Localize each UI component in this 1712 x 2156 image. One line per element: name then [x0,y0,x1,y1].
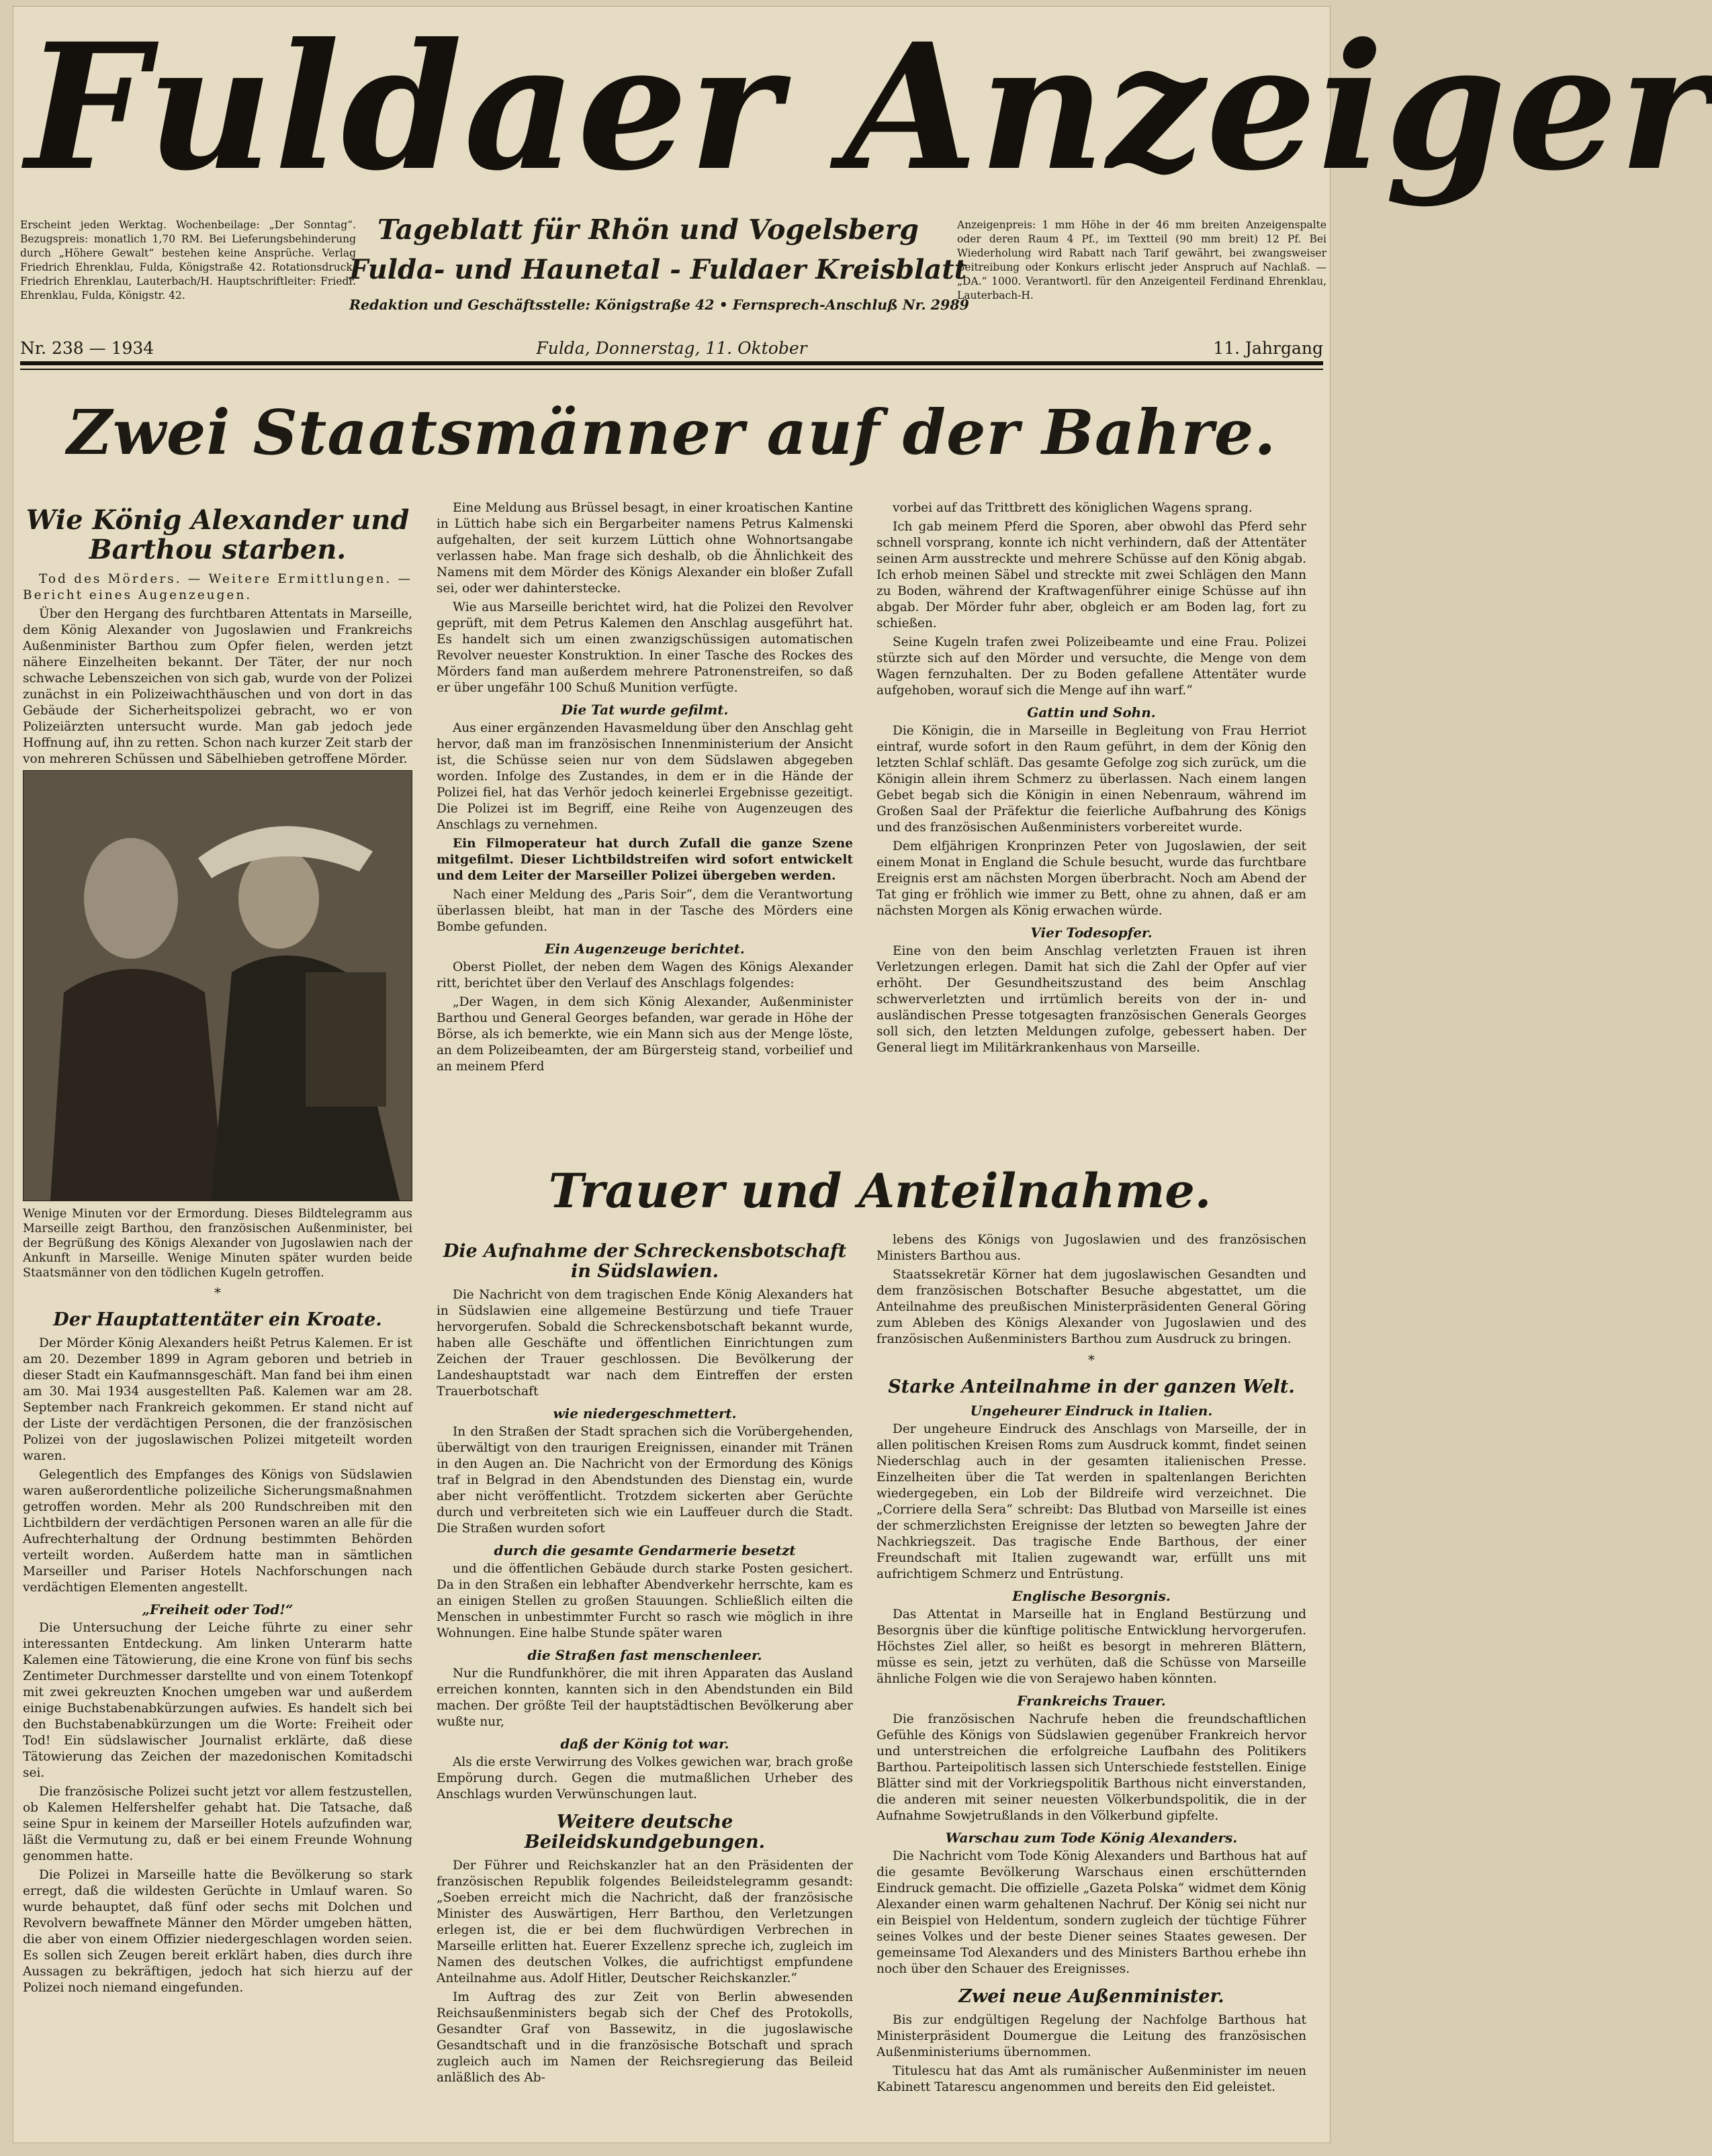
article-paragraph: Eine von den beim Anschlag verletzten Frauen ist ihren Verletzungen erlegen. Damit hat sich die Zahl der Opfer auf vier erhöht. Der Gesundheitszustand des beim Anschlag schwerverletzten und irrtümlich bereits von der in- und ausländischen Presse totgesagten französischen Generals Georges soll sich, den letzten Meldungen zufolge, gebessert haben. Der General liegt im Militärkrankenhaus von Marseille. [876,944,1306,1055]
article-paragraph: Staatssekretär Körner hat dem jugoslawischen Gesandten und dem französischen Botschafter Besuche abgestattet, um die Anteilnahme des preußischen Ministerpräsidenten General Göring zum Ableben des Königs Alexander von Jugoslawien und des französischen Außenministers Barthou zum Ausdruck zu bringen. [876,1268,1306,1346]
article-paragraph: Die französische Polizei sucht jetzt vor allem festzustellen, ob Kalemen Helfershelfer gehabt hat. Die Tatsache, daß seine Spur in keinem der Marseiller Hotels aufzufinden war, läßt die Vermutung zu, daß er bei einem Freunde Wohnung genommen hatte. [23,1785,412,1863]
article-paragraph: Die Nachricht vom Tode König Alexanders und Barthous hat auf die gesamte Bevölkerung Warschaus einen erschütternden Eindruck gemacht. Die offizielle „Gazeta Polska“ widmet dem König Alexander einen warm gehaltenen Nachruf. Der König sei nicht nur ein Beispiel von Heldentum, sondern zugleich der tüchtige Führer seines Volkes und der beste Diener seines Staates gewesen. Der gemeinsame Tod Alexanders und des Ministers Barthou erhebe ihn noch über den Schauer des Ereignisses. [876,1849,1306,1976]
column-3 [876,500,1306,1145]
masthead-subtitle-2: Fulda- und Haunetal - Fuldaer Kreisblatt [349,254,967,285]
masthead-rule [20,361,1323,365]
article-subheading: wie niedergeschmettert. [553,1405,737,1421]
article-paragraph: Das Attentat in Marseille hat in England Bestürzung und Besorgnis über die künftige politische Entwicklung hervorgerufen. Höchstes Ziel aller, so heißt es besorgt in mehreren Blättern, müsse es sein, jetzt zu verhüten, daß die Schüsse von Marseille ähnliche Folgen wie die von Serajewo haben könnten. [876,1607,1306,1686]
article-subheading: daß der König tot war. [560,1736,729,1752]
issue-number: Nr. 238 — 1934 [20,338,154,358]
section-divider: * [214,1284,221,1301]
article-paragraph: Titulescu hat das Amt als rumänischer Außenminister im neuen Kabinett Tatarescu angenommen und bereits den Eid geleistet. [876,2064,1306,2094]
article-paragraph: Die Königin, die in Marseille in Begleitung von Frau Herriot eintraf, wurde sofort in den Raum geführt, in dem der König den letzten Schlaf schläft. Das gesamte Gefolge zog sich zurück, um die Königin allein ihrem Schmerz zu überlassen. Nach einem langen Gebet begab sich die Königin in einen Nebenraum, während im Großen Saal der Präfektur die feierliche Aufbahrung des Königs und des französischen Außenministers vorbereitet wurde. [876,724,1306,835]
newspaper-page [13,5,1712,2143]
article-paragraph: Die französischen Nachrufe heben die freundschaftlichen Gefühle des Königs von Südslawien gegenüber Frankreich hervor und unterstreichen die erfolgreiche Laufbahn des Politikers Barthou. Parteipolitisch lassen sich Unterschiede feststellen. Einige Blätter sind mit der Vorkriegspolitik Barthous nicht einverstanden, die anderen mit seiner neuesten Völkerbundspolitik, die in der Aufnahme Sowjetrußlands in den Völkerbund gipfelte. [876,1712,1306,1823]
article-paragraph: Die Untersuchung der Leiche führte zu einer sehr interessanten Entdeckung. Am linken Unterarm hatte Kalemen eine Tätowierung, die eine Krone von fünf bis sechs Zentimeter Durchmesser darstellte und von einem Totenkopf mit zwei gekreuzten Knochen umgeben war und außerdem einige Buchstabenabkürzungen aufwies. Es handelt sich bei den Buchstabenabkürzungen um die Worte: Freiheit oder Tod! Ein südslawischer Journalist erklärte, daß diese Tätowierung das Zeichen der mazedonischen Komitadschi sei. [23,1621,412,1780]
main-headline: Zwei Staatsmänner auf der Bahre. [66,396,1277,469]
article-subhead: Tod des Mörders. — Weitere Ermittlungen. — Bericht eines Augenzeugen. [23,572,412,602]
masthead-rule-thin [20,369,1323,370]
article-paragraph: lebens des Königs von Jugoslawien und des französischen Ministers Barthou aus. [876,1233,1306,1263]
article-subheading: „Freiheit oder Tod!“ [142,1601,294,1618]
masthead-subtitle-1: Tageblatt für Rhön und Vogelsberg [377,214,919,246]
photo-caption: Wenige Minuten vor der Ermordung. Dieses Bildtelegramm aus Marseille zeigt Barthou, den französischen Außenminister, bei der Begrüßung des Königs Alexander von Jugoslawien nach der Ankunft in Marseille. Wenige Minuten später wurden beide Staatsmänner von den tödlichen Kugeln getroffen. [23,1207,412,1280]
masthead-title: Fuldaer Anzeiger [26,5,1712,209]
article-paragraph: Ich gab meinem Pferd die Sporen, aber obwohl das Pferd sehr schnell vorsprang, konnte ich nicht verhindern, daß der Attentäter seinen Arm ausstreckte und mehrere Schüsse auf den König abgab. Ich erhob meinen Säbel und streckte mit zwei Schlägen den Mann zu Boden, während der Kraftwagenführer einige Schüsse auf ihn abgab. Der Mörder fuhr aber, obgleich er am Boden lag, fort zu schießen. [876,520,1306,630]
article-paragraph: Im Auftrag des zur Zeit von Berlin abwesenden Reichsaußenministers begab sich der Chef des Protokolls, Gesandter Graf von Bassewitz, in die jugoslawische Gesandtschaft und in die französische Botschaft und sprach zugleich auch im Namen der Reichsregierung das Beileid anläßlich des Ab- [437,1990,853,2085]
article-paragraph: Die Polizei in Marseille hatte die Bevölkerung so stark erregt, daß die wildesten Gerüchte in Umlauf waren. So wurde behauptet, daß fünf oder sechs mit Dolchen und Revolvern bewaffnete Männer den Mörder umgeben hätten, die aber von einem Offizier niedergeschlagen worden seien. Es sollen sich Zeugen bereit erklärt haben, dies durch ihre Aussagen zu bekräftigen, jedoch hat sich hierzu auf der Polizei noch niemand eingefunden. [23,1868,412,1995]
article-paragraph: Die Nachricht von dem tragischen Ende König Alexanders hat in Südslawien eine allgemeine Bestürzung und tiefe Trauer hervorgerufen. Sobald die Schreckensbotschaft bekannt wurde, haben alle Geschäfte und öffentlichen Einrichtungen zum Zeichen der Trauer geschlossen. Die Bevölkerung der Landeshauptstadt war nach dem Eintreffen der ersten Trauerbotschaft [437,1288,853,1399]
article-subheading: Gattin und Sohn. [1027,704,1156,720]
article-heading: Starke Anteilnahme in der ganzen Welt. [888,1376,1295,1397]
masthead-address: Redaktion und Geschäftsstelle: Königstraße 42 • Fernsprech-Anschluß Nr. 2989 [349,297,969,313]
article-subheading: Frankreichs Trauer. [1017,1693,1166,1709]
article-heading: Der Hauptattentäter ein Kroate. [53,1309,382,1330]
article-subheading: Ein Augenzeuge berichtet. [545,941,745,957]
section-divider: * [1088,1352,1095,1368]
article-paragraph: Der ungeheure Eindruck des Anschlags von Marseille, der in allen politischen Kreisen Roms zum Ausdruck kommt, findet seinen Niederschlag auch in der gesamten italienischen Presse. Einzelheiten über die Tat werden in spaltenlangen Berichten wiedergegeben, ein Lob der Bildreife wird verzeichnet. Die „Corriere della Sera“ schreibt: Das Blutbad von Marseille ist eines der schmerzlichsten Ereignisse der letzten so bewegten Jahre der Nachkriegszeit. Das tragische Ende Barthous, der einer Freundschaft mit Italien zugewandt war, erfüllt uns mit aufrichtigem Schmerz und Entrüstung. [876,1422,1306,1581]
article-paragraph: Seine Kugeln trafen zwei Polizeibeamte und eine Frau. Polizei stürzte sich auf den Mörder und versuchte, die Menge von dem Wagen fernzuhalten. Der zu Boden gefallene Attentäter wurde aufgehoben, worauf sich die Menge auf ihn warf.“ [876,635,1306,698]
article-paragraph: Gelegentlich des Empfanges des Königs von Südslawien waren außerordentliche polizeiliche Sicherungsmaßnahmen getroffen worden. Mehr als 200 Rundschreiben mit den Lichtbildern der verdächtigen Personen waren an alle für die Aufrechterhaltung der Ordnung bestimmten Behörden verteilt worden. Außerdem hatte man in sämtlichen Marseiller und Pariser Hotels Nachforschungen nach verdächtigen Elementen angestellt. [23,1468,412,1595]
article-paragraph: Nach einer Meldung des „Paris Soir“, dem die Verantwortung überlassen bleibt, hat man in der Tasche des Mörders eine Bombe gefunden. [437,888,853,934]
volume-year: 11. Jahrgang [1213,338,1323,358]
column-2-lower [437,1232,853,2142]
article-subheading: Ungeheurer Eindruck in Italien. [970,1403,1213,1419]
article-heading: Wie König Alexander und Barthou starben. [26,504,410,565]
article-subheading: Englische Besorgnis. [1012,1588,1171,1604]
article-heading: Weitere deutsche Beileidskundgebungen. [524,1812,766,1853]
issue-date: Fulda, Donnerstag, 11. Oktober [536,338,807,358]
article-paragraph: und die öffentlichen Gebäude durch starke Posten gesichert. Da in den Straßen ein lebhafter Abendverkehr herrschte, kam es an einigen Stellen zu großen Stauungen. Schließlich eilten die Menschen in unbestimmter Furcht so rasch wie möglich in ihre Wohnungen. Eine halbe Stunde später waren [437,1562,853,1640]
article-paragraph: Als die erste Verwirrung des Volkes gewichen war, brach große Empörung durch. Gegen die mutmaßlichen Urheber des Anschlags wurden Verwünschungen laut. [437,1755,853,1801]
article-paragraph: vorbei auf das Trittbrett des königlichen Wagens sprang. [893,501,1253,515]
column-2 [437,500,853,1145]
article-paragraph: „Der Wagen, in dem sich König Alexander, Außenminister Barthou und General Georges befanden, war gerade in Höhe der Börse, als ich bemerkte, wie ein Mann sich aus der Menge löste, an dem Polizeibeamten, der am Bürgersteig stand, vorbeilief und an meinem Pferd [437,995,853,1074]
article-paragraph: In den Straßen der Stadt sprachen sich die Vorübergehenden, überwältigt von den traurigen Ereignissen, einander mit Tränen in den Augen an. Die Nachricht von der Ermordung des Königs traf in Belgrad in den Abendstunden des Dienstag ein, wurde aber nicht veröffentlicht. Trotzdem sickerten aber Gerüchte durch und verbreiteten sich wie ein Lauffeuer durch die Stadt. Die Straßen wurden sofort [437,1425,853,1536]
article-paragraph: Über den Hergang des furchtbaren Attentats in Marseille, dem König Alexander von Jugoslawien und Frankreichs Außenminister Barthou zum Opfer fielen, werden jetzt nähere Einzelheiten bekannt. Der Täter, der nur noch schwache Lebenszeichen von sich gab, wurde von der Polizei zunächst in ein Polizeiwachthäuschen und von dort in das Gebäude der Sicherheitspolizei gebracht, wo er von Polizeiärzten untersucht wurde. Man gab jedoch jede Hoffnung auf, ihn zu retten. Schon nach kurzer Zeit starb der von mehreren Schüssen und Säbelhieben getroffene Mörder. [23,607,412,766]
article-subheading: die Straßen fast menschenleer. [527,1647,762,1663]
article-paragraph: Eine Meldung aus Brüssel besagt, in einer kroatischen Kantine in Lüttich habe sich ein Bergarbeiter namens Petrus Kalmenski aufgehalten, der seit kurzem Lüttich ohne Wohnortsangabe verlassen habe. Man frage sich deshalb, ob die Ähnlichkeit des Namens mit dem Mörder des Königs Alexander ein bloßer Zufall sei, oder wer dahinterstecke. [437,501,853,596]
article-subheading: durch die gesamte Gendarmerie besetzt [494,1542,796,1558]
article-paragraph: Aus einer ergänzenden Havasmeldung über den Anschlag geht hervor, daß man im französischen Innenministerium der Ansicht ist, die Schüsse seien nur von dem Südslawen abgegeben worden. Infolge des Zustandes, in dem er in die Hände der Polizei fiel, hat das Verhör jedoch keinerlei Ergebnisse gezeitigt. Die Polizei ist im Begriff, eine Reihe von Augenzeugen des Anschlags zu vernehmen. [437,721,853,832]
article-subheading: Warschau zum Tode König Alexanders. [945,1830,1238,1846]
column-3-lower [876,1232,1306,2142]
article-heading: Die Aufnahme der Schreckensbotschaft in Südslawien. [443,1241,847,1282]
article-subheading: Vier Todesopfer. [1030,925,1153,941]
article-paragraph: Dem elfjährigen Kronprinzen Peter von Jugoslawien, der seit einem Monat in England die Schule besucht, wurde das furchtbare Ereignis erst am nächsten Morgen überbracht. Noch am Abend der Tat ging er fröhlich wie immer zu Bett, ohne zu ahnen, daß er am nächsten Morgen als König erwachen würde. [876,839,1306,918]
article-paragraph: Bis zur endgültigen Regelung der Nachfolge Barthous hat Ministerpräsident Doumergue die Leitung des französischen Außenministeriums übernommen. [876,2013,1306,2059]
article-paragraph: Nur die Rundfunkhörer, die mit ihren Apparaten das Ausland erreichen konnten, kannten sich in den Abendstunden ein Bild machen. Der größte Teil der hauptstädtischen Bevölkerung aber wußte nur, [437,1667,853,1729]
article-heading: Zwei neue Außenminister. [958,1986,1224,2007]
advertising-info: Anzeigenpreis: 1 mm Höhe in der 46 mm breiten Anzeigenspalte oder deren Raum 4 Pf., im Textteil (90 mm breit) 12 Pf. Bei Wiederholung wird Rabatt nach Tarif gewährt, bei zwangsweiser Beitreibung oder Konkurs erlischt jeder Anspruch auf Nachlaß. — „DA.“ 1000. Verantwortl. für den Anzeigenteil Ferdinand Ehrenklau, Lauterbach-H. [957,219,1326,301]
news-photo [23,770,412,1201]
second-headline: Trauer und Anteilnahme. [548,1163,1212,1219]
subscription-info: Erscheint jeden Werktag. Wochenbeilage: „Der Sonntag“. Bezugspreis: monatlich 1,70 RM. Bei Lieferungsbehinderung durch „Höhere Gewalt“ bestehen keine Ansprüche. Verlag Friedrich Ehrenklau, Fulda, Königstraße 42. Rotationsdruck: Friedrich Ehrenklau, Lauterbach/H. Hauptschriftleiter: Friedr. Ehrenklau, Fulda, Königstr. 42. [20,219,356,301]
article-paragraph: Wie aus Marseille berichtet wird, hat die Polizei den Revolver geprüft, mit dem Petrus Kalemen den Anschlag ausgeführt hat. Es handelt sich um einen zwanzigschüssigen automatischen Revolver neuester Konstruktion. In einer Tasche des Rockes des Mörders fand man außerdem mehrere Patronenstreifen, so daß er über ungefähr 100 Schuß Munition verfügte. [437,600,853,695]
article-paragraph: Ein Filmoperateur hat durch Zufall die ganze Szene mitgefilmt. Dieser Lichtbildstreifen wird sofort entwickelt und dem Leiter der Marseiller Polizei übergeben werden. [437,837,853,883]
dateline [20,336,1323,361]
article-paragraph: Oberst Piollet, der neben dem Wagen des Königs Alexander ritt, berichtet über den Verlauf des Anschlags folgendes: [437,960,853,990]
article-subheading: Die Tat wurde gefilmt. [561,702,729,718]
article-paragraph: Der Führer und Reichskanzler hat an den Präsidenten der französischen Republik folgendes Beileidstelegramm gesandt: „Soeben erreicht mich die Nachricht, daß der französische Minister des Auswärtigen, Herr Barthou, den Verletzungen erlegen ist, die er bei dem fluchwürdigen Verbrechen in Marseille erlitten hat. Euerer Exzellenz spreche ich, zugleich im Namen des deutschen Volkes, die aufrichtigst empfundene Anteilnahme aus. Adolf Hitler, Deutscher Reichskanzler.“ [437,1859,853,1985]
article-paragraph: Der Mörder König Alexanders heißt Petrus Kalemen. Er ist am 20. Dezember 1899 in Agram geboren und betrieb in dieser Stadt ein Kaufmannsgeschäft. Man fand bei ihm einen am 30. Mai 1934 ausgestellten Paß. Kalemen war am 28. September nach Frankreich gekommen. Er stand nicht auf der Liste der verdächtigen Personen, die der französischen Polizei von der jugoslawischen Polizei mitgeteilt worden waren. [23,1336,412,1463]
column-1 [23,500,412,2139]
